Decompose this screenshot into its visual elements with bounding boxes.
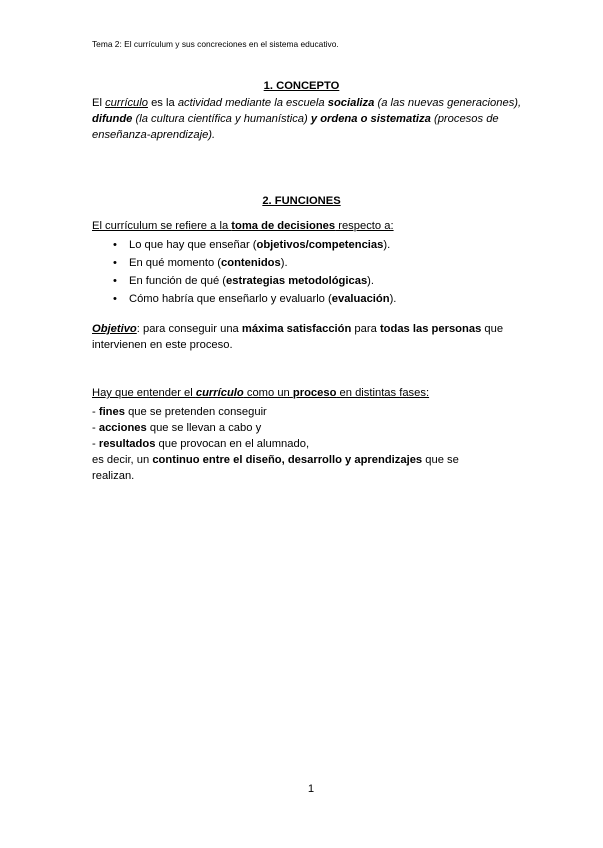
- list-item: • En qué momento (contenidos).: [113, 257, 288, 269]
- section-title-concepto: 1. CONCEPTO: [263, 80, 340, 92]
- fase-resultados: - resultados que provocan en el alumnado,: [92, 438, 310, 450]
- fase-acciones: - acciones que se llevan a cabo y: [92, 422, 262, 434]
- bullet-icon: •: [113, 239, 117, 251]
- bullet-icon: •: [113, 275, 117, 287]
- page-header: Tema 2: El currículum y sus concreciones en el sistema educativo.: [92, 39, 339, 49]
- objetivo-paragraph: Objetivo: para conseguir una máxima satisfacción para todas las personas que intervienen en este proceso.: [92, 323, 504, 351]
- funciones-list: [92, 237, 396, 309]
- fase-fines: - fines que se pretenden conseguir: [92, 406, 267, 418]
- list-item: • Cómo habría que enseñarlo y evaluarlo (evaluación).: [113, 293, 397, 305]
- term-curriculo: currículo: [105, 97, 148, 109]
- bullet-icon: •: [113, 293, 117, 305]
- fases-intro: Hay que entender el currículo como un proceso en distintas fases:: [92, 387, 430, 399]
- concepto-paragraph: El currículo es la actividad mediante la escuela socializa (a las nuevas generaciones), difunde (la cultura científica y humanística) y ordena o sistematiza (procesos de enseñanza-aprendizaje).: [92, 97, 522, 141]
- bullet-icon: •: [113, 257, 117, 269]
- funciones-intro: El currículum se refiere a la toma de decisiones respecto a:: [92, 220, 394, 232]
- page-number: 1: [307, 783, 315, 795]
- list-item: • Lo que hay que enseñar (objetivos/competencias).: [113, 239, 391, 251]
- section-title-funciones: 2. FUNCIONES: [262, 195, 341, 207]
- term-objetivo: Objetivo: [92, 323, 137, 335]
- conclusion-paragraph: es decir, un continuo entre el diseño, desarrollo y aprendizajes que se realizan.: [92, 454, 459, 482]
- list-item: • En función de qué (estrategias metodológicas).: [113, 275, 375, 287]
